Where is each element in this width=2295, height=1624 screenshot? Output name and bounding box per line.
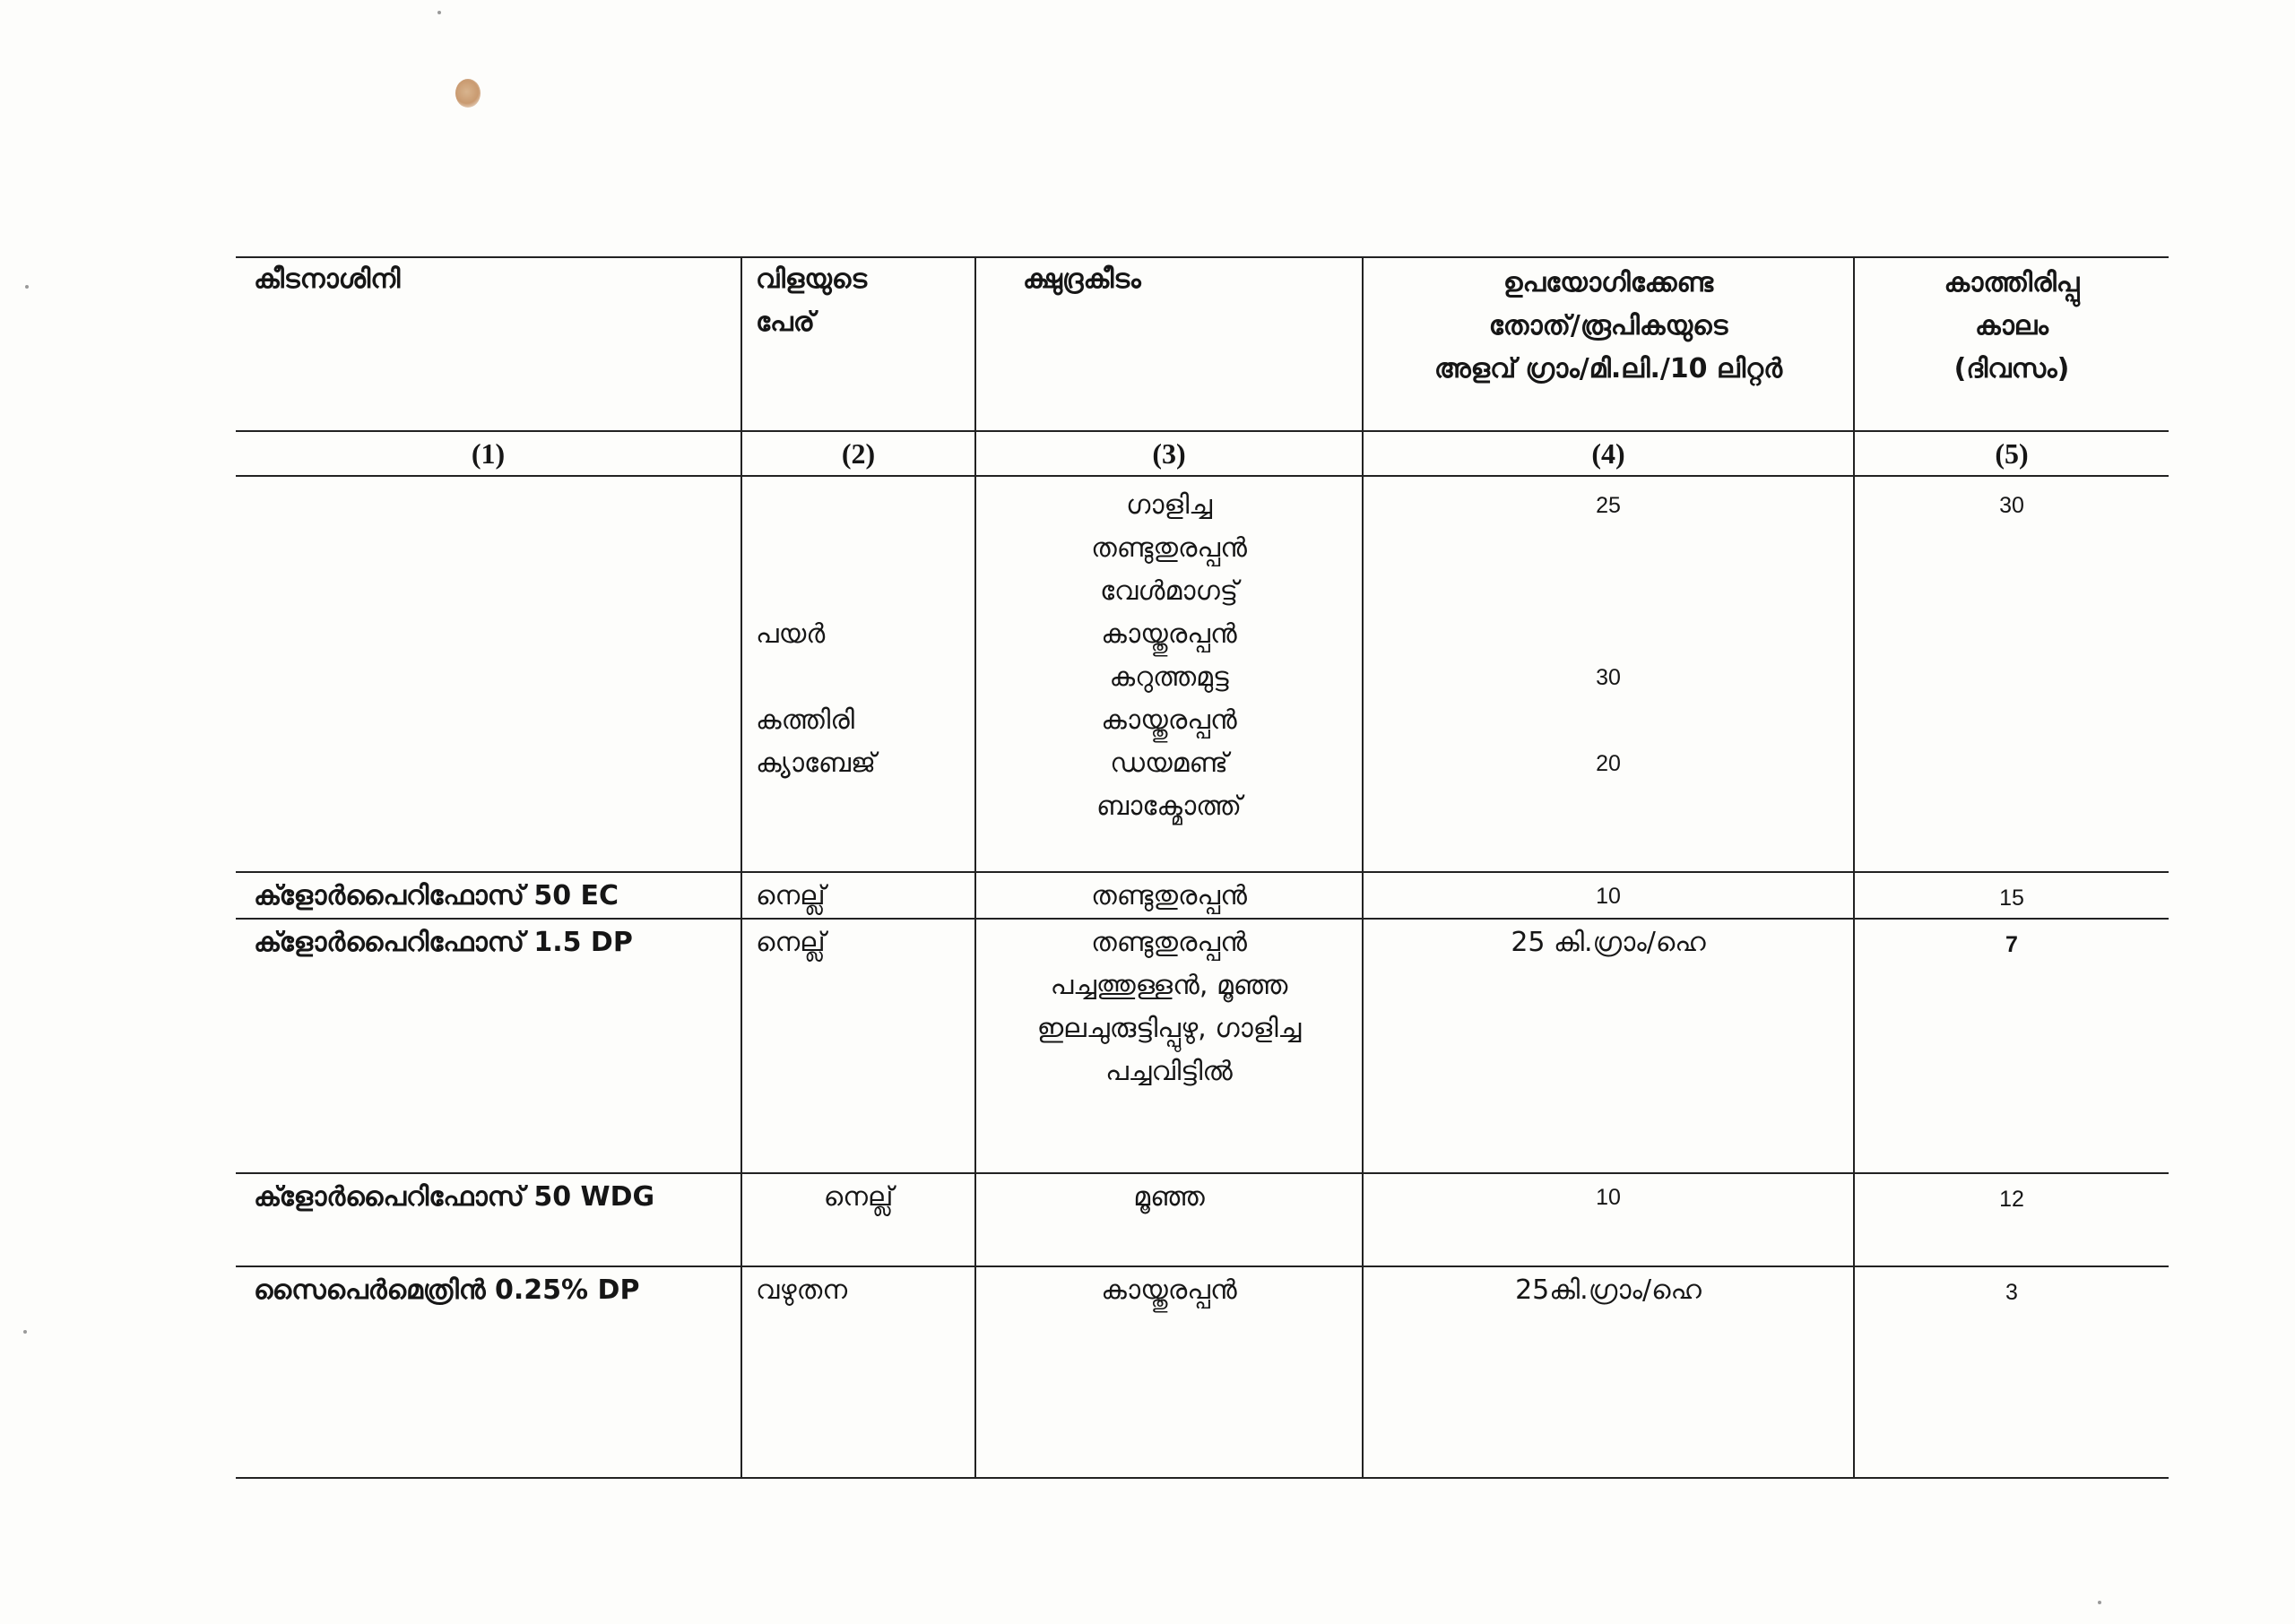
dose-cell: 25 30 20 (1596, 493, 1621, 776)
pest-cell: തണ്ടുതുരപ്പൻ പച്ചത്തുള്ളൻ, മൂഞ്ഞ ഇലചുരുട്ടിപ്പുഴു, ഗാളിച്ച പച്ചവിട്ടിൽ (1036, 927, 1302, 1087)
speck (437, 11, 441, 14)
speck (2098, 1601, 2101, 1604)
crop-cell: നെല്ല് (756, 880, 826, 911)
table-rule (236, 1266, 2169, 1267)
crop-cell: നെല്ല് (756, 927, 826, 958)
paper-stain (455, 79, 481, 108)
table-rule (236, 1172, 2169, 1174)
insecticide-cell: സൈപെർമെത്രിൻ 0.25% DP (254, 1274, 640, 1306)
insecticide-cell: ക്ളോർപൈറിഫോസ് 1.5 DP (254, 927, 633, 958)
column-number: (1) (471, 437, 506, 470)
column-number: (5) (1995, 437, 2029, 470)
pest-cell: തണ്ടുതുരപ്പൻ (1091, 880, 1247, 911)
column-number: (4) (1591, 437, 1625, 470)
pesticide-table (236, 256, 2169, 1479)
dose-cell: 25കി.ഗ്രാം/ഹെ (1515, 1274, 1702, 1306)
insecticide-cell: ക്ളോർപൈറിഫോസ് 50 WDG (254, 1181, 655, 1213)
waiting-cell: 3 (2005, 1280, 2018, 1305)
dose-cell: 10 (1596, 884, 1621, 909)
crop-cell: പയർ കത്തിരി ക്യാബേജ് (756, 618, 876, 779)
pest-cell: മൂഞ്ഞ (1133, 1181, 1205, 1213)
waiting-cell: 15 (1999, 885, 2024, 911)
header-pest: ക്ഷുദ്രകീടം (1023, 263, 1141, 295)
header-insecticide: കീടനാശിനി (254, 263, 401, 295)
pest-cell: ഗാളിച്ച തണ്ടുതുരപ്പൻ വേൾമാഗട്ട് കായ്തുരപ്പൻ കറുത്തമുട്ട കായ്തുരപ്പൻ ഡയമണ്ട് ബാക്മോത്ത് (1091, 489, 1247, 822)
waiting-cell: 12 (1999, 1187, 2024, 1212)
header-waiting-period: കാത്തിരിപ്പു കാലം (ദിവസം) (1944, 267, 2080, 384)
table-rule (236, 475, 2169, 477)
waiting-cell: 7 (2005, 932, 2018, 957)
insecticide-cell: ക്ളോർപൈറിഫോസ് 50 EC (254, 880, 619, 911)
speck (25, 285, 29, 289)
crop-cell: നെല്ല് (823, 1181, 894, 1213)
crop-cell: വഴുതന (756, 1274, 848, 1306)
table-rule (236, 1477, 2169, 1479)
table-rule (236, 871, 2169, 873)
header-dose: ഉപയോഗിക്കേണ്ട തോത്/രൂപികയുടെ അളവ് ഗ്രാം/മി.ലി./10 ലിറ്റർ (1433, 267, 1783, 384)
speck (23, 1330, 27, 1334)
dose-cell: 25 കി.ഗ്രാം/ഹെ (1511, 927, 1706, 958)
dose-cell: 10 (1596, 1185, 1621, 1210)
column-number: (2) (841, 437, 876, 470)
header-crop-name: വിളയുടെ പേര് (756, 263, 868, 338)
pest-cell: കായ്തുരപ്പൻ (1101, 1274, 1237, 1306)
column-number: (3) (1152, 437, 1186, 470)
waiting-cell: 30 (1999, 493, 2024, 518)
